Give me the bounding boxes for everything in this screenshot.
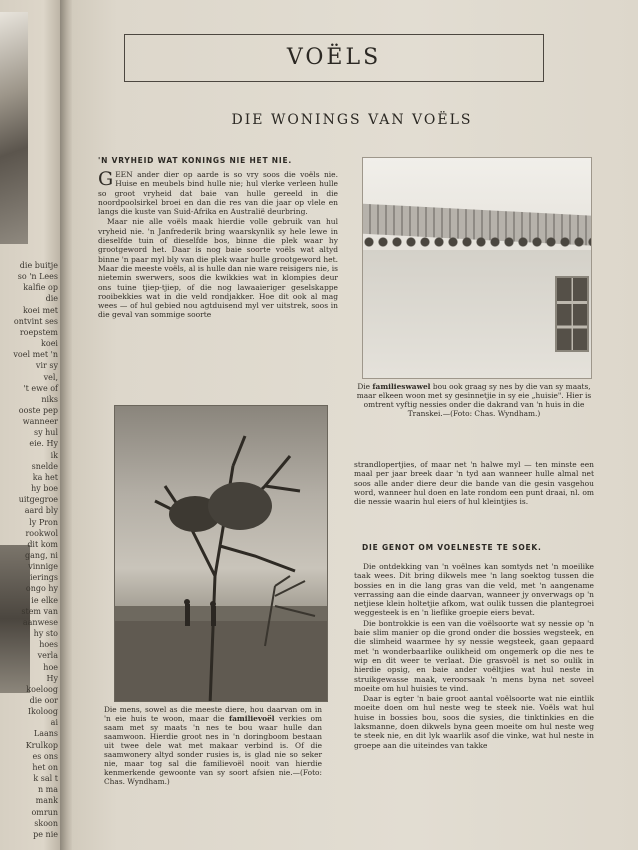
column1-heading: 'N VRYHEID WAT KONINGS NIE HET NIE. bbox=[98, 156, 293, 165]
previous-page-photo-top bbox=[0, 12, 28, 244]
previous-page-fragment: ie elke bbox=[31, 595, 58, 605]
previous-page-fragment: Ikoloog bbox=[27, 707, 58, 717]
article-column-1 bbox=[98, 170, 338, 321]
caption-keyword: familieswawel bbox=[372, 382, 431, 391]
previous-page-fragment: pe nie bbox=[33, 829, 58, 839]
previous-page-fragment: sy hul bbox=[33, 428, 58, 438]
previous-page-fragment: koei bbox=[41, 339, 58, 349]
previous-page-fragment: aanwese bbox=[22, 617, 58, 627]
previous-page-fragment: Laans bbox=[33, 729, 58, 739]
previous-page-fragment: ooste pep bbox=[18, 406, 58, 415]
article-column-2-continued bbox=[354, 562, 594, 751]
previous-page-fragment: die oor bbox=[29, 696, 58, 705]
grass bbox=[115, 621, 328, 702]
paragraph: strandlopertjies, of maar net 'n halwe myl — ten minste een maal per jaar breek daar 'n tyd aan wanneer hulle almal net soos alle ander diere deur die bande van die gesin vasgehou word, wanneer hul doen en late rondom een punt draai, nl. om die nessie waarin hul eiers of hul kleintjies is. bbox=[354, 460, 594, 507]
paragraph: Maar nie alle voëls maak hierdie volle gebruik van hul vryheid nie. 'n Janfrederik bring waarskynlik sy hele lewe in dieselfde tuin of dieselfde bos, binne die plek waar hy grootgeword het. Daar is nog baie soorte voëls wat altyd binne 'n paar myl bly van die plek waar hulle grootgeword het. Maar die meeste voëls, al is hulle dan nie ware reisigers nie, is nietemin swerwers, soos die kwikkies wat in klompies deur ons tuine tjiep-tjiep, of die nog lawaaieriger geselskappe rooibekkies wat in die veld rondjakker. Hoe dit ook al mag wees — of hul gebied nou agtduisend myl ver uitstrek, soos in die geval van sommige soorte bbox=[98, 217, 338, 320]
caption-text: Die familieswawel bou ook graag sy nes by die van sy maats, maar elkeen woon met sy gesinnetjie in sy eie „huisie". Hier is omtrent vyftig nessies onder die dakrand van 'n huis in die Transkei.—(Foto: Chas. Wyndham.) bbox=[356, 382, 592, 418]
previous-page-fragment: ik bbox=[50, 450, 58, 460]
previous-page-fragment: rookwol bbox=[25, 528, 58, 538]
previous-page-fragment: die buitje bbox=[19, 261, 58, 270]
previous-page-fragment: 't ewe of bbox=[23, 383, 58, 393]
previous-page-fragment: hy boe bbox=[31, 484, 58, 494]
previous-page-fragment: uitgegroe bbox=[18, 495, 58, 505]
previous-page-fragment: die bbox=[45, 294, 58, 304]
previous-page-fragment: ly Pron bbox=[29, 517, 58, 527]
previous-page-fragment: omrun bbox=[31, 807, 58, 817]
previous-page-fragment: ontvint ses bbox=[13, 316, 58, 326]
previous-page-fragment: n ma bbox=[37, 785, 58, 795]
previous-page-fragment: ka het bbox=[32, 472, 58, 482]
previous-page-fragment: voel met 'n bbox=[13, 350, 58, 360]
previous-page-fragment: koei met bbox=[22, 305, 58, 315]
paragraph: Die bontrokkie is een van die voëlsoorte wat sy nessie op 'n baie slim manier op die grond onder die bossies wegsteek, en die slimheid waarmee hy sy nessie wegsteek, gaan gepaard met 'n wonderbaarlike oulikheid om ongemerk op die nes te wip en dit weer te verlaat. Die grasvoël is net so oulik in hierdie opsig, en baie ander voëltjies wat hul neste in struikgewasse maak, veroorsaak 'n mens byna net soveel moeite om hul huisies te vind. bbox=[354, 618, 594, 693]
previous-page-fragment: ai bbox=[50, 718, 58, 728]
previous-page-fragment: gang, ni bbox=[25, 551, 58, 560]
caption-text: Die mens, sowel as die meeste diere, hou daarvan om in 'n eie huis te woon, maar die familievoël verkies om saam met sy maats 'n nes te bou waar hulle dan saamwoon. Hierdie groot nes in 'n doringboom bestaan uit twee dele wat met makaar verbind is. Of die saamwonery altyd sonder rusies is, is glad nie so seker nie, maar tog sal die familievoël nooit van hierdie kenmerkende gewoonte van sy soort afsien nie.—(Foto: Chas. Wyndham.) bbox=[104, 705, 322, 786]
weaver-nest-right bbox=[208, 482, 272, 530]
previous-page-fragment: vel, bbox=[43, 372, 58, 382]
article-column-2 bbox=[354, 460, 594, 507]
previous-page-fragment: ierings bbox=[29, 573, 58, 583]
previous-page-fragment: stem van bbox=[21, 606, 58, 616]
previous-page-fragment: kalfie op bbox=[23, 283, 58, 293]
caption-keyword: familievoël bbox=[228, 714, 275, 723]
previous-page-fragment: hy sto bbox=[33, 629, 58, 639]
article-title: DIE WONINGS VAN VOËLS bbox=[231, 112, 473, 128]
previous-page-fragment: so 'n Lees bbox=[17, 272, 58, 282]
previous-page-fragment: ongo hy bbox=[25, 584, 58, 594]
previous-page-fragment: vinnige bbox=[28, 562, 58, 572]
previous-page-edge bbox=[0, 0, 62, 850]
tree-illustration bbox=[115, 406, 328, 702]
person-2 bbox=[211, 606, 216, 626]
previous-page-fragment: koeloog bbox=[26, 684, 58, 694]
previous-page-fragment: k sal t bbox=[33, 774, 58, 784]
tree-photo-caption bbox=[104, 705, 322, 786]
weaver-nests-under-eaves-photo bbox=[362, 157, 592, 379]
person-1 bbox=[185, 604, 190, 626]
previous-page-fragment: hoe bbox=[43, 662, 58, 672]
previous-page-fragment: skoon bbox=[34, 818, 58, 828]
paragraph: GEEN ander dier op aarde is so vry soos die voëls nie. Huise en meubels bind hulle nie; hul vlerke verleen hulle so groot vryheid dat baie van hulle gereeld in die noordpoolsirkel broei en dan die res van die jaar op vlele en langs die kuste van Suid-Afrika en Australië deurbring. bbox=[98, 168, 338, 217]
previous-page-fragment: aard bly bbox=[24, 506, 58, 516]
section-title: VOËLS bbox=[124, 34, 544, 82]
window bbox=[555, 276, 589, 352]
previous-page-fragment: hoes bbox=[39, 640, 58, 650]
sociable-weaver-nest-tree-photo bbox=[114, 405, 328, 702]
drop-cap: G bbox=[98, 168, 114, 190]
house-photo-caption bbox=[354, 382, 594, 418]
previous-page-fragment: mank bbox=[35, 796, 58, 806]
previous-page-fragment: Hy bbox=[46, 673, 58, 683]
previous-page-fragment: het on bbox=[32, 762, 58, 772]
previous-page-fragment: niks bbox=[41, 394, 58, 404]
previous-page-fragment: Krulkop bbox=[25, 740, 58, 750]
previous-page-fragment: dit kom bbox=[27, 539, 58, 549]
paragraph: Daar is egter 'n baie groot aantal voëlsoorte wat nie eintlik moeite doen om hul neste weg te steek nie. Voëls wat hul huise in bossies bou, soos die sysies, die tinktinkies en die laksmanne, doen dikwels byna geen moeite om hul neste weg te steek nie, en dit lyk waarlik asof die vinke, wat hul neste in groepe aan die uiteindes van takke bbox=[354, 694, 594, 750]
magazine-page bbox=[72, 0, 638, 850]
swallow-nests bbox=[363, 236, 592, 252]
paragraph: Die ontdekking van 'n voëlnes kan somtyds net 'n moeilike taak wees. Dit bring dikwels mee 'n lang soektog tussen die bossies en in die lang gras van die veld, met 'n aangename verrassing aan die einde daarvan, wanneer jy onverwags op 'n netjiese klein holtetjie afkom, wat oulik tussen die plantegroei weggesteek is en 'n lieflike groepie eiers bevat. bbox=[354, 562, 594, 618]
previous-page-fragment: verla bbox=[37, 651, 58, 661]
column2-heading: DIE GENOT OM VOELNESTE TE SOEK. bbox=[362, 543, 542, 552]
previous-page-fragment: wanneer bbox=[22, 417, 58, 427]
previous-page-fragment: eie. Hy bbox=[29, 439, 58, 449]
previous-page-fragment: roepstem bbox=[19, 327, 58, 337]
previous-page-fragment: es ons bbox=[32, 751, 58, 761]
previous-page-fragment: vir sy bbox=[35, 361, 58, 371]
previous-page-fragment: snelde bbox=[31, 461, 58, 471]
